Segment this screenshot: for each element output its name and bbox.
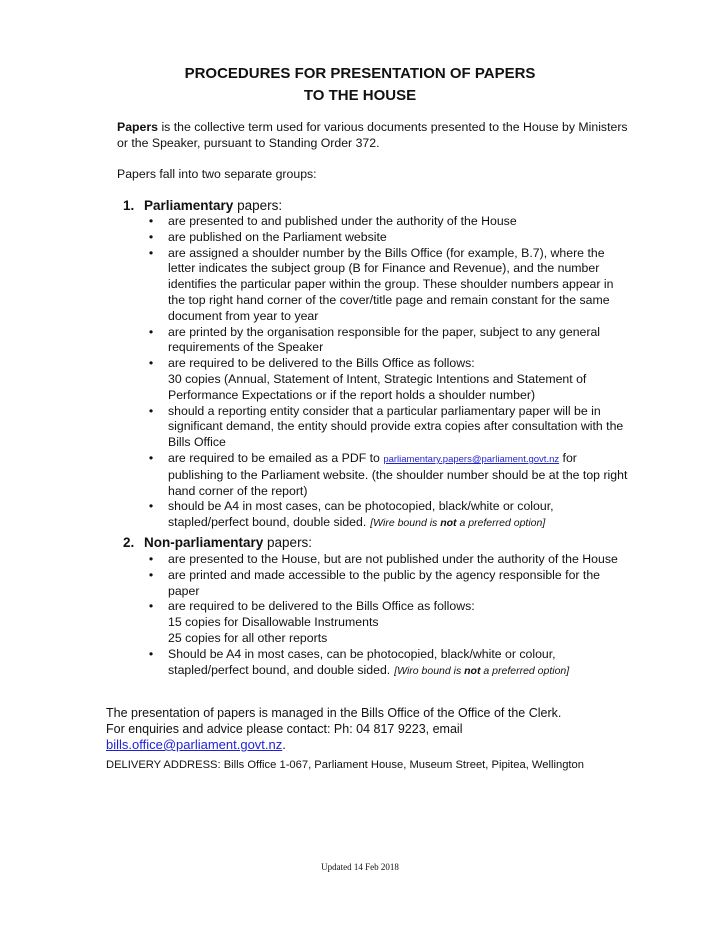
list-item: • are published on the Parliament website (168, 230, 630, 246)
list-item: • are printed by the organisation responsible for the paper, subject to any general requirements of the Speaker (168, 325, 630, 357)
intro-text: is the collective term used for various documents presented to the House by Ministers or the Speaker, pursuant to Standing Order 372. (117, 120, 628, 150)
intro-bold-term: Papers (117, 120, 159, 134)
bullet-icon: • (148, 552, 154, 566)
bullet-icon: • (148, 245, 154, 260)
bullet-icon: • (148, 324, 154, 339)
delivery-line: 15 copies for Disallowable Instruments (168, 615, 379, 630)
bullet-icon: • (148, 599, 154, 614)
managed-text: The presentation of papers is managed in the Bills Office of the Office of the Clerk. (106, 706, 562, 720)
list-item: • are required to be emailed as a PDF to parliamentary.papers@parliament.govt.nz for publishing to the Parliament website. (the shoulder number should be at the top right hand corner of the report) (168, 451, 630, 499)
intro-paragraph (117, 119, 637, 151)
list-item: • Should be A4 in most cases, can be photocopied, black/white or colour, stapled/perfect bound, and double sided. [Wiro bound is not a preferred option] (168, 647, 630, 680)
delivery-address: DELIVERY ADDRESS: Bills Office 1-067, Parliament House, Museum Street, Pipitea, Wellington (106, 759, 584, 771)
non-parliamentary-list (148, 552, 630, 679)
list-item: • are assigned a shoulder number by the Bills Office (for example, B.7), where the letter indicates the subject group (B for Finance and Revenue), and the number identifies the particular paper within the group. These shoulder numbers appear in the top right hand corner of the cover/title page and remain constant for the same document from year to year (168, 246, 630, 325)
section-heading-suffix: papers: (233, 198, 283, 213)
page-title-line2: TO THE HOUSE (303, 87, 417, 104)
bullet-icon: • (148, 214, 154, 228)
delivery-line: 25 copies for all other reports (168, 630, 328, 645)
bills-office-email-line: bills.office@parliament.govt.nz. (106, 737, 286, 752)
parliamentary-papers-email-link[interactable]: parliamentary.papers@parliament.govt.nz (383, 453, 560, 465)
section-number: 2. (123, 535, 135, 550)
bullet-icon: • (148, 450, 154, 465)
section-number: 1. (123, 198, 135, 213)
list-item: • are presented to and published under the authority of the House (168, 214, 630, 230)
section-heading-bold: Non-parliamentary (144, 535, 264, 550)
bullet-icon: • (148, 229, 154, 244)
list-item: • should a reporting entity consider that a particular parliamentary paper will be in significant demand, the entity should provide extra copies after consultation with the Bills Office (168, 404, 630, 451)
bullet-icon: • (148, 567, 154, 582)
bullet-icon: • (148, 356, 154, 371)
binding-note: [Wire bound is not a preferred option] (370, 517, 546, 530)
binding-note: [Wiro bound is not a preferred option] (394, 664, 570, 677)
bills-office-email-link[interactable]: bills.office@parliament.govt.nz (106, 737, 283, 752)
list-item: • are presented to the House, but are not published under the authority of the House (168, 552, 630, 568)
list-item: • should be A4 in most cases, can be photocopied, black/white or colour, stapled/perfect bound, double sided. [Wire bound is not a preferred option] (168, 499, 630, 532)
bullet-icon: • (148, 499, 154, 514)
groups-paragraph: Papers fall into two separate groups: (117, 167, 317, 181)
parliamentary-list (148, 214, 630, 532)
updated-date: Updated 14 Feb 2018 (321, 862, 399, 872)
section-parliamentary-heading (123, 197, 282, 215)
list-item: • are required to be delivered to the Bills Office as follows: 30 copies (Annual, Statement of Intent, Strategic Intentions and Statement of Performance Expectations or if the report holds a shoulder number) (168, 356, 630, 403)
bullet-icon: • (148, 646, 154, 661)
delivery-detail: 30 copies (Annual, Statement of Intent, Strategic Intentions and Statement of Performance Expectations or if the report holds a shoulder number) (168, 371, 587, 402)
section-heading-suffix: papers: (263, 535, 313, 550)
bullet-icon: • (148, 403, 154, 418)
list-item: • are required to be delivered to the Bills Office as follows: 15 copies for Disallowable Instruments 25 copies for all other reports (168, 599, 630, 646)
section-heading-bold: Parliamentary (144, 198, 234, 213)
page-title-line1: PROCEDURES FOR PRESENTATION OF PAPERS (184, 65, 536, 82)
list-item: • are printed and made accessible to the public by the agency responsible for the paper (168, 568, 630, 600)
section-non-parliamentary-heading (123, 534, 312, 552)
enquiries-text: For enquiries and advice please contact: Ph: 04 817 9223, email (106, 722, 463, 736)
